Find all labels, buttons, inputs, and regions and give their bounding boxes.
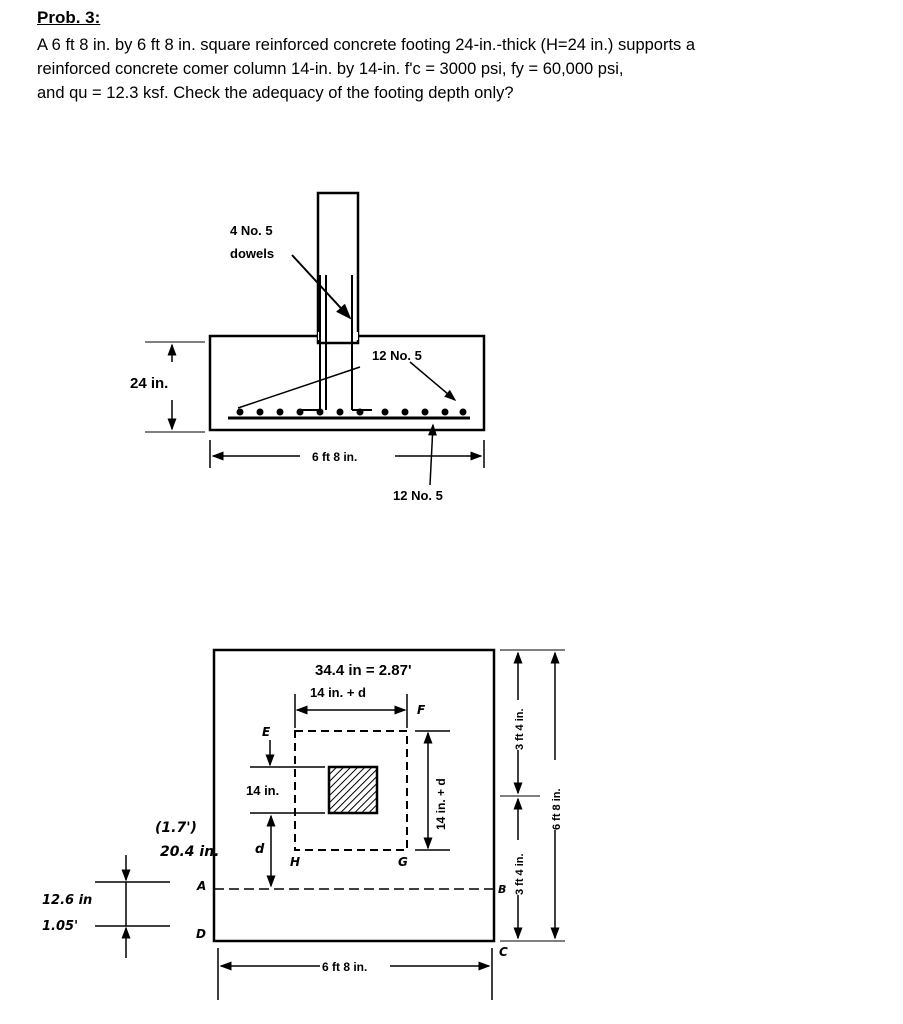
bars-top-label: 12 No. 5 [372,348,422,363]
width-label: 6 ft 8 in. [312,450,358,464]
svg-text:F: F [417,703,426,717]
svg-text:H: H [290,855,301,869]
dim-right-label: 14 in. + d [434,778,448,830]
note-far-2: 1.05' [42,919,79,934]
elevation-view [130,193,484,503]
svg-text:C: C [499,945,508,959]
column-hatched [329,767,377,813]
half-dim-lower: 3 ft 4 in. [514,853,526,895]
note-left-2: 20.4 in. [160,844,220,860]
full-dim-bottom: 6 ft 8 in. [322,960,368,974]
svg-text:B: B [498,883,507,896]
thickness-label: 24 in. [130,375,169,392]
perimeter-note: 34.4 in = 2.87' [315,662,412,679]
svg-text:G: G [398,855,408,869]
d-label: d [255,842,265,857]
full-dim-right: 6 ft 8 in. [551,788,563,830]
half-dim-upper: 3 ft 4 in. [514,708,526,750]
svg-text:E: E [262,725,271,739]
statement-line: and qu = 12.3 ksf. Check the adequacy of the footing depth only? [37,84,514,102]
dim-top-label: 14 in. + d [310,685,366,700]
dowels-label: dowels [230,246,275,261]
svg-text:A: A [197,879,207,893]
note-far-1: 12.6 in [42,893,93,908]
statement-line: reinforced concrete comer column 14-in. by 14-in. f'c = 3000 psi, fy = 60,000 psi, [37,60,624,78]
dowels-label: 4 No. 5 [230,223,273,238]
svg-text:D: D [196,927,206,941]
footing-section [210,336,484,430]
note-left-1: (1.7') [155,820,197,836]
statement-line: A 6 ft 8 in. by 6 ft 8 in. square reinforced concrete footing 24-in.-thick (H=24 in.) supports a [37,36,696,54]
problem-title: Prob. 3: [37,8,101,27]
plan-view [42,650,565,1000]
col-size-label: 14 in. [246,783,280,798]
bars-bottom-label: 12 No. 5 [393,488,443,503]
